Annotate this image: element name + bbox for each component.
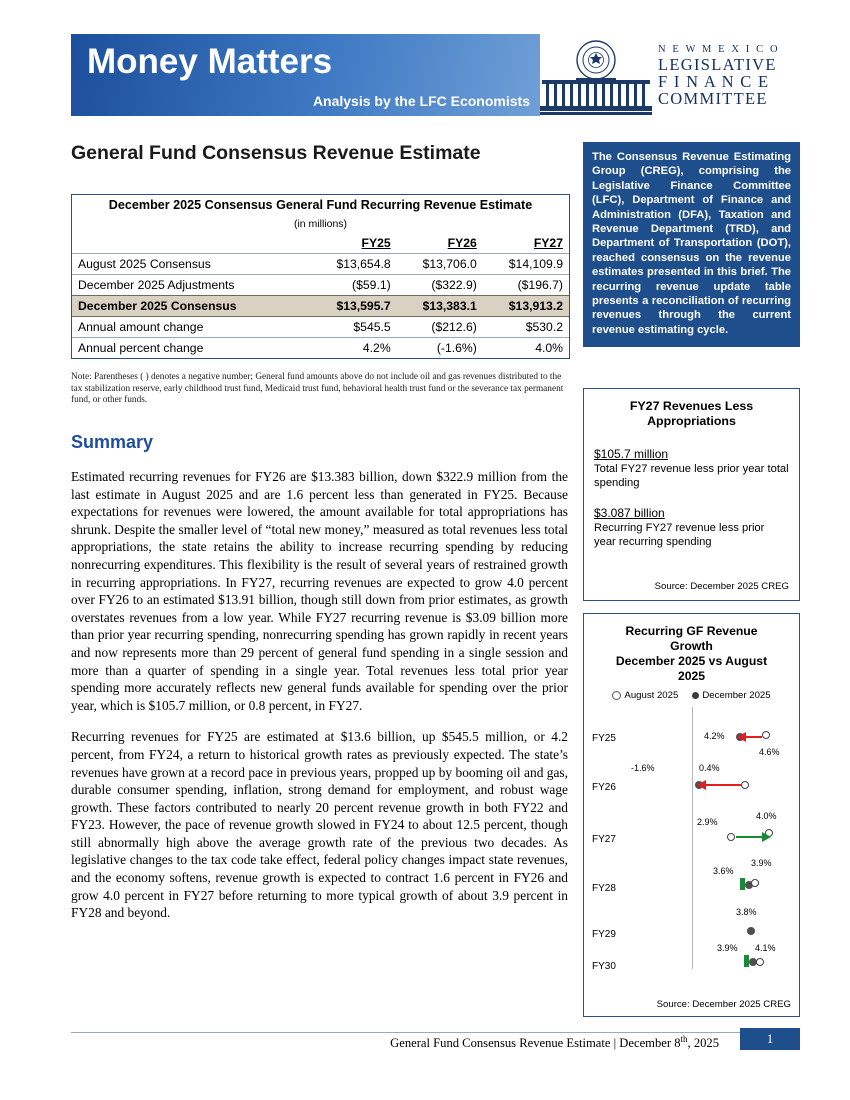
chart-label-fy28-dec: 3.6% [713,866,734,876]
footer-superscript: th [680,1034,688,1044]
chart-legend [584,690,799,701]
chart-axis [692,707,693,969]
lfc-wordmark [652,34,800,116]
chart-label-fy25-dec: 4.2% [704,731,725,741]
chart-label-fy25-aug: 4.6% [759,747,780,757]
page-title: General Fund Consensus Revenue Estimate [71,142,481,164]
chart-plot-area [584,703,799,973]
chart-title-line-4: 2025 [677,669,706,683]
lfc-logo [540,34,800,116]
row-value: $13,706.0 [397,254,483,275]
lfc-line-legislative: LEGISLATIVE [658,54,777,74]
table-col-fy26: FY26 [447,236,477,250]
chart-point-dec-fy27 [727,833,735,841]
chart-ylabel-fy25: FY25 [592,733,616,744]
chart-ylabel-fy30: FY30 [592,961,616,972]
table-row-consensus [72,296,569,317]
row-value: ($196.7) [483,275,569,296]
row-value: 4.2% [311,338,397,359]
revenues-less-appropriations-box [583,388,800,601]
masthead [71,34,800,116]
row-label: Annual percent change [72,338,311,359]
table-title: December 2025 Consensus General Fund Recurring Revenue Estimate [108,198,533,212]
chart-title-line-2: Growth [670,639,713,653]
chart-point-aug-fy28 [751,879,759,887]
summary-body [71,468,568,936]
row-value: ($322.9) [397,275,483,296]
chart-label-fy30-aug: 4.1% [755,943,776,953]
chart-arrow-fy25 [746,736,762,738]
legend-marker-open-icon [612,691,621,700]
chart-ylabel-fy26: FY26 [592,782,616,793]
chart-point-aug-fy25 [762,731,770,739]
row-label: December 2025 Adjustments [72,275,311,296]
row-value: $13,654.8 [311,254,397,275]
sidebar-amount-2: $3.087 billion [594,506,665,520]
chart-ylabel-fy28: FY28 [592,883,616,894]
legend-marker-filled-icon [692,692,699,699]
lfc-state-label: N E W M E X I C O [658,43,780,55]
chart-arrow-fy26 [706,784,742,786]
footer-caption [390,1034,719,1051]
legend-item-august [612,690,678,701]
footer-text-after: , 2025 [687,1036,719,1051]
publication-subtitle: Analysis by the LFC Economists [312,93,530,109]
table-footnote: Note: Parentheses ( ) denotes a negative number; General fund amounts above do not include oil and gas revenues distributed to the tax stabilization reserve, early childhood trust fund, Medicaid trust fund, behavioral health trust fund or the severance tax permanent fund, or other funds. [71,372,564,405]
chart-title-line-3: December 2025 vs August [615,654,768,668]
chart-label-fy30-dec: 3.9% [717,943,738,953]
footer-divider [71,1032,800,1033]
sidebar-source: Source: December 2025 CREG [654,581,789,592]
lfc-line-finance: F I N A N C E [658,71,770,91]
row-value: $13,913.2 [483,296,569,317]
chart-label-fy29: 3.8% [736,907,757,917]
chart-label-fy27-dec: 2.9% [697,817,718,827]
table-row [72,317,569,338]
creg-description-box: The Consensus Revenue Estimating Group (CREG), comprising the Legislative Finance Committee (LFC), Department of Finance and Administration (DFA), Taxation and Revenue Department (TRD), and Department of Transportation (DOT), reached consensus on the revenue estimates presented in this brief. The recurring revenue update table presents a reconciliation of recurring revenues through the current revenue estimating cycle. [583,142,800,347]
row-value: (-1.6%) [397,338,483,359]
row-label: Annual amount change [72,317,311,338]
row-value: $545.5 [311,317,397,338]
sidebar-desc-1: Total FY27 revenue less prior year total spending [594,463,789,489]
row-value: $14,109.9 [483,254,569,275]
row-label: August 2025 Consensus [72,254,311,275]
table-col-fy27: FY27 [533,236,563,250]
chart-point-aug-fy26 [741,781,749,789]
masthead-banner [71,34,540,116]
legend-label: December 2025 [702,690,771,701]
chart-ylabel-fy27: FY27 [592,834,616,845]
table-row [72,338,569,359]
chart-label-fy27-aug: 4.0% [756,811,777,821]
page-number: 1 [740,1028,800,1050]
sidebar-amount-1: $105.7 million [594,447,669,461]
publication-title: Money Matters [87,42,333,81]
summary-paragraph-2: Recurring revenues for FY25 are estimated at $13.6 billion, up $545.5 million, or 4.2 percent, from FY24, a return to historical growth rates as previously expected. The state’s revenues have grown at a record pace in previous years, propped up by booming oil and gas, durable consumer spending, inflation, strong demand for employment, and robust wage growth. These factors contributed to nearly 20 percent revenue growth in both FY22 and FY23. However, the pace of revenue growth slowed in FY24 to about 12.5 percent, though still abnormally high above the average growth rate of the previous two decades. As legislative changes to the tax code take effect, federal policy changes impact state revenues, and the economy softens, revenue growth is expected to contract 1.6 percent in FY26 and grow 4.0 percent in FY27 before returning to more typical growth of about 3.9 percent in FY28 and beyond. [71,729,568,921]
chart-label-fy28-aug: 3.9% [751,858,772,868]
table-col-fy25: FY25 [361,236,391,250]
lfc-line-committee: COMMITTEE [658,88,768,108]
table-row [72,275,569,296]
legend-item-december [692,690,770,701]
row-value: ($212.6) [397,317,483,338]
chart-point-aug-fy30 [756,958,764,966]
row-value: $530.2 [483,317,569,338]
row-value: $13,383.1 [397,296,483,317]
capitol-building-icon [540,34,652,116]
revenue-growth-chart [583,613,800,1017]
sidebar-box-title: FY27 Revenues Less Appropriations [629,399,754,428]
chart-title [592,624,791,684]
sidebar-desc-2: Recurring FY27 revenue less prior year recurring spending [594,522,765,548]
table-units: (in millions) [293,218,348,230]
chart-arrow-fy27 [736,836,762,838]
row-value: 4.0% [483,338,569,359]
chart-label-fy26-dec: -1.6% [631,763,655,773]
legend-label: August 2025 [624,690,679,701]
chart-label-fy26-aug: 0.4% [699,763,720,773]
footer-text-before: General Fund Consensus Revenue Estimate | December 8 [390,1036,681,1051]
chart-point-dec-fy29 [747,927,755,935]
table-col-0 [72,233,311,254]
summary-paragraph-1: Estimated recurring revenues for FY26 are $13.383 billion, down $322.9 million from the last estimate in August 2025 and are 1.6 percent less than generated in FY25. Because expectations for revenues were lowered, the amount available for total appropriations has shrunk. Despite the smaller level of “total new money,” measured as total revenues less total appropriations, the state retains the ability to increase recurring spending by reducing nonrecurring expenditures. This flexibility is the result of several years of restrained growth in recurring appropriations. In FY27, recurring revenues are expected to grow 4.0 percent over FY26 to an estimated $13.91 billion, though still down from prior estimates, as growth overstates revenues from a low year. While FY27 recurring revenue is $3.09 billion more than prior year recurring spending, nonrecurring spending has grown rapidly in recent years and now represents more than 29 percent of general fund spending in a single session and more than a quarter of spending in a single year. Total revenues less total prior year spending more accurately reflects new general funds available for spending over the prior year, which is $105.7 million, or 0.8 percent, in FY27. [71,469,568,713]
chart-title-line-1: Recurring GF Revenue [625,624,758,638]
row-value: ($59.1) [311,275,397,296]
chart-ylabel-fy29: FY29 [592,929,616,940]
chart-source: Source: December 2025 CREG [656,999,791,1010]
summary-heading: Summary [71,432,154,452]
row-label: December 2025 Consensus [72,296,311,317]
table-row [72,254,569,275]
revenue-estimate-table [71,194,570,359]
row-value: $13,595.7 [311,296,397,317]
